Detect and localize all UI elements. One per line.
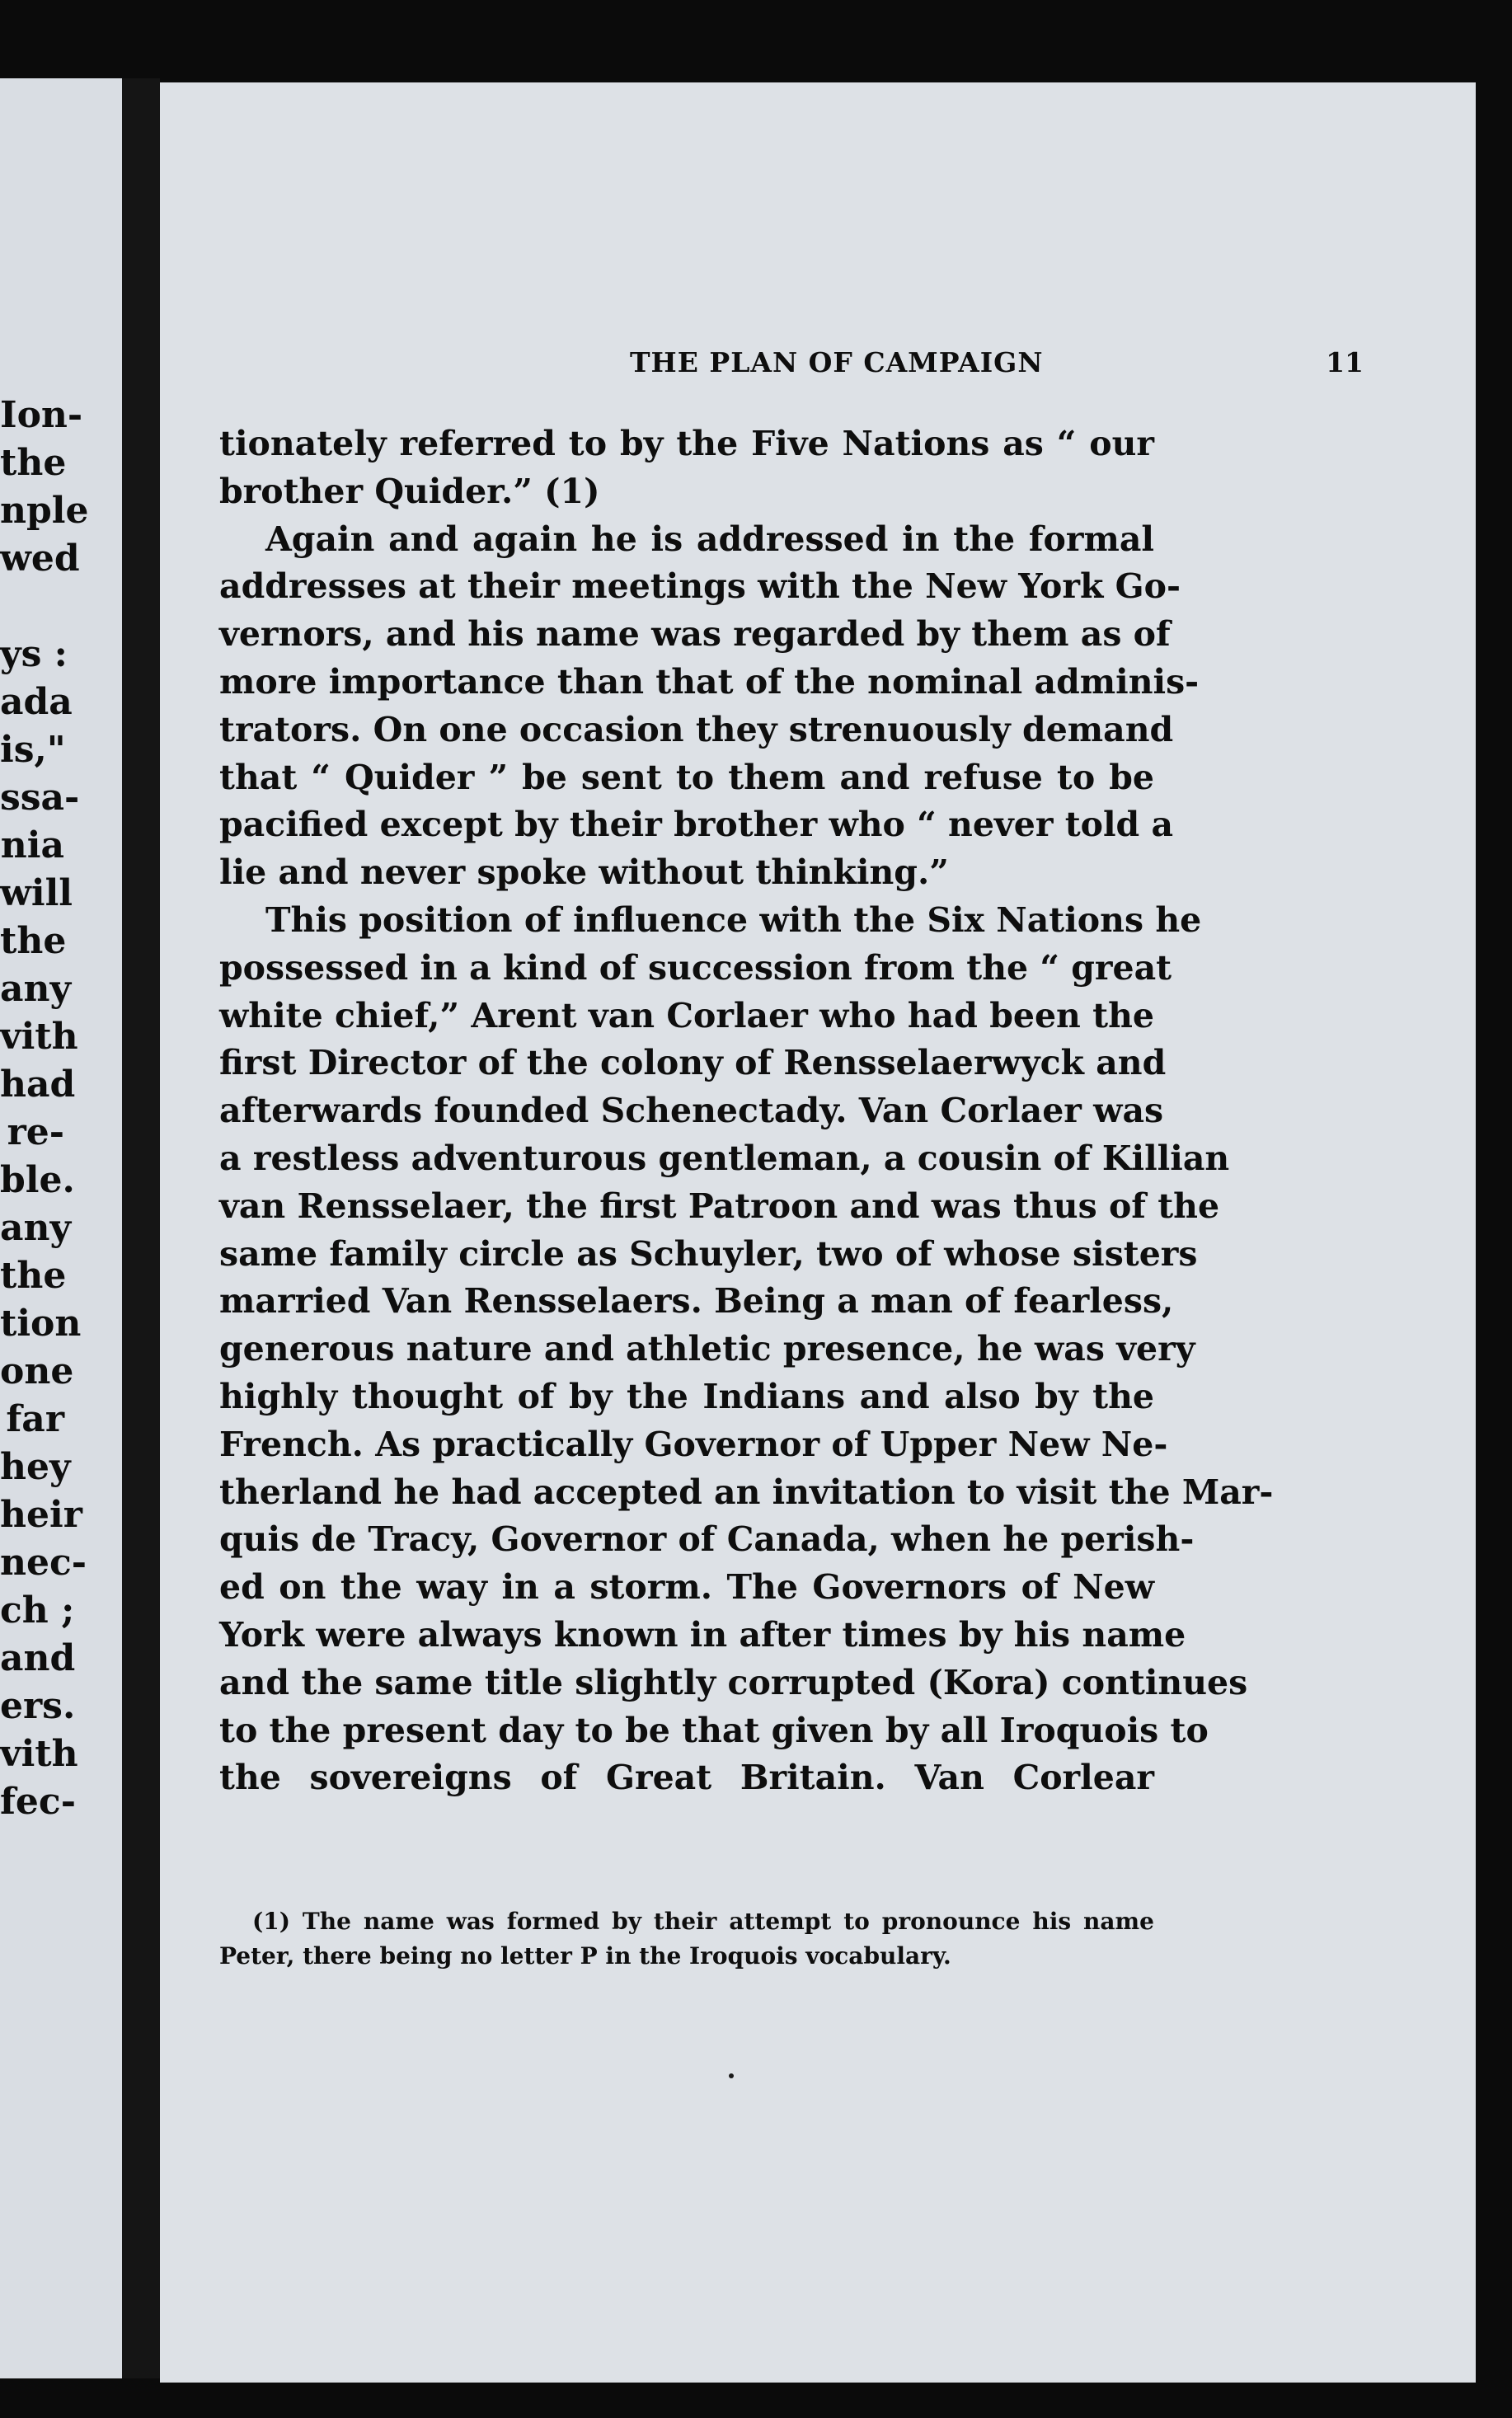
- facing-page-fragment-line: and: [0, 1637, 76, 1679]
- facing-page-fragment-line: the: [0, 442, 67, 484]
- facing-page-fragment-line: any: [0, 1207, 72, 1249]
- facing-page-fragment-line: ch ;: [0, 1589, 75, 1632]
- body-line: a restless adventurous gentleman, a cousin of Killian: [219, 1138, 1230, 1178]
- body-line: married Van Rensselaers. Being a man of fearless,: [219, 1281, 1174, 1322]
- facing-page-fragment-line: tion: [0, 1303, 82, 1345]
- body-line: first Director of the colony of Rensselaerwyck and: [219, 1043, 1167, 1083]
- facing-page-fragment-line: ys :: [0, 633, 68, 675]
- body-line: to the present day to be that given by all Iroquois to: [219, 1710, 1209, 1750]
- facing-page-fragment-line: any: [0, 968, 72, 1010]
- facing-page-fragment-line: the: [0, 920, 67, 962]
- body-line: quis de Tracy, Governor of Canada, when he perish-: [219, 1519, 1195, 1560]
- facing-page-fragment-line: ssa-: [0, 777, 80, 819]
- facing-page-fragment-line: heir: [0, 1494, 82, 1536]
- book-gutter: [122, 78, 160, 2378]
- page-number: 11: [1326, 346, 1364, 378]
- body-line: possessed in a kind of succession from the “ great: [219, 947, 1172, 988]
- facing-page-fragment: [0, 78, 122, 2378]
- facing-page-fragment-line: wed: [0, 538, 80, 580]
- body-line: highly thought of by the Indians and also by the: [219, 1376, 1154, 1416]
- facing-page-fragment-line: vith: [0, 1733, 78, 1775]
- body-line: same family circle as Schuyler, two of whose sisters: [219, 1233, 1198, 1274]
- footnote-line: (1) The name was formed by their attempt to pronounce his name: [252, 1908, 1154, 1935]
- body-line: van Rensselaer, the first Patroon and was thus of the: [219, 1186, 1220, 1226]
- facing-page-fragment-line: one: [0, 1350, 74, 1392]
- facing-page-fragment-line: re-: [7, 1111, 64, 1153]
- facing-page-fragment-line: nia: [0, 824, 64, 866]
- footnote-line: Peter, there being no letter P in the Iroquois vocabulary.: [219, 1942, 951, 1970]
- body-line: afterwards founded Schenectady. Van Corlaer was: [219, 1091, 1164, 1131]
- body-line: the sovereigns of Great Britain. Van Corlear: [219, 1758, 1154, 1798]
- body-line: generous nature and athletic presence, he was very: [219, 1329, 1195, 1369]
- facing-page-fragment-line: nple: [0, 490, 89, 532]
- body-line: brother Quider.” (1): [219, 471, 600, 511]
- body-line: white chief,” Arent van Corlaer who had been the: [219, 995, 1154, 1035]
- facing-page-fragment-line: [0, 583, 122, 631]
- facing-page-fragment-line: vith: [0, 1016, 78, 1058]
- body-line: tionately referred to by the Five Nations as “ our: [219, 424, 1154, 463]
- facing-page-fragment-line: ers.: [0, 1685, 76, 1727]
- facing-page-fragment-line: nec-: [0, 1542, 87, 1584]
- facing-page-fragment-line: had: [0, 1063, 76, 1106]
- body-line: therland he had accepted an invitation to visit the Mar-: [219, 1472, 1274, 1512]
- running-head: [473, 346, 1364, 396]
- body-line: Again and again he is addressed in the formal: [265, 519, 1154, 559]
- body-line: trators. On one occasion they strenuously demand: [219, 709, 1174, 749]
- facing-page-fragment-line: ble.: [0, 1159, 75, 1201]
- facing-page-line-ends: [0, 392, 122, 1826]
- facing-page-fragment-line: will: [0, 872, 73, 914]
- body-line: more importance than that of the nominal adminis-: [219, 661, 1200, 702]
- facing-page-fragment-line: fec-: [0, 1781, 76, 1823]
- body-line: that “ Quider ” be sent to them and refuse to be: [219, 757, 1154, 797]
- facing-page-fragment-line: Ion-: [0, 394, 83, 436]
- facing-page-fragment-line: ada: [0, 681, 73, 723]
- body-line: pacified except by their brother who “ never told a: [219, 805, 1174, 845]
- body-line: French. As practically Governor of Upper New Ne-: [219, 1424, 1168, 1464]
- body-line: vernors, and his name was regarded by them as of: [219, 614, 1171, 655]
- body-line: This position of influence with the Six Nations he: [265, 899, 1202, 940]
- page-speck: [729, 2073, 734, 2078]
- facing-page-fragment-line: the: [0, 1255, 67, 1297]
- body-line: York were always known in after times by his name: [219, 1614, 1186, 1655]
- book-page: [160, 82, 1476, 2383]
- body-text: [219, 420, 1274, 1802]
- footnote: [219, 1904, 1154, 1974]
- facing-page-fragment-line: far: [6, 1398, 64, 1440]
- body-line: ed on the way in a storm. The Governors of New: [219, 1567, 1154, 1608]
- running-head-title: THE PLAN OF CAMPAIGN: [630, 346, 1044, 378]
- body-line: lie and never spoke without thinking.”: [219, 852, 949, 893]
- facing-page-fragment-line: hey: [0, 1446, 71, 1488]
- body-line: and the same title slightly corrupted (Kora) continues: [219, 1662, 1248, 1702]
- body-line: addresses at their meetings with the New York Go-: [219, 566, 1181, 607]
- facing-page-fragment-line: is,": [0, 729, 66, 771]
